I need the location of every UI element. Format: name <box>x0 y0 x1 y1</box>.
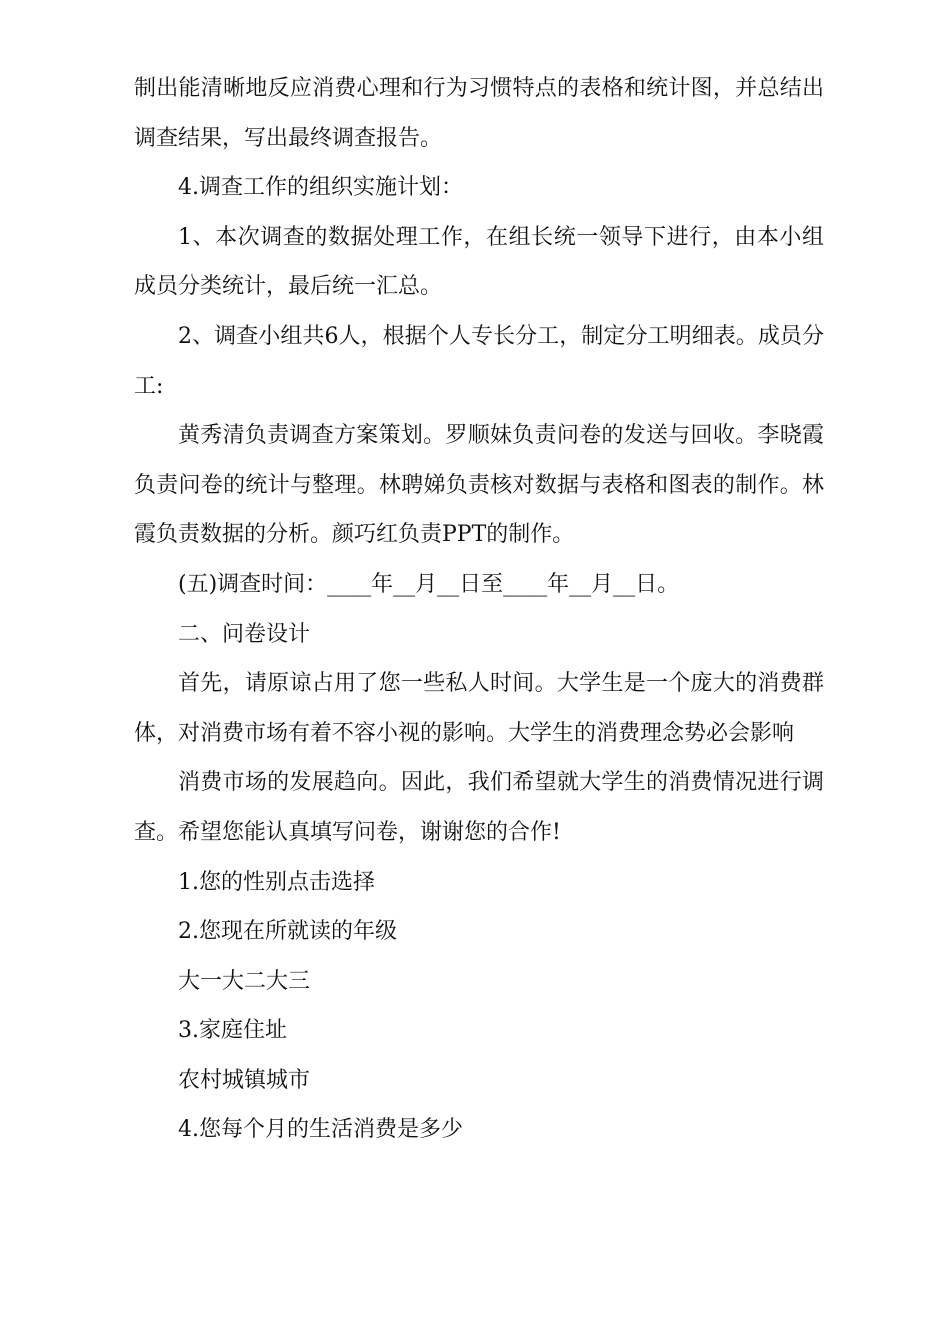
paragraph-member-division: 黄秀清负责调查方案策划。罗顺妹负责问卷的发送与回收。李晓霞负责问卷的统计与整理。林聘娣负责核对数据与表格和图表的制作。林霞负责数据的分析。颜巧红负责PPT的制作。 <box>134 423 824 548</box>
question-4: 4.您每个月的生活消费是多少 <box>178 1117 463 1143</box>
section-heading-questionnaire: 二、问卷设计 <box>178 621 311 647</box>
paragraph-survey-time: (五)调查时间：____年__月__日至____年__月__日。 <box>178 571 680 597</box>
paragraph-intro-continued: 消费市场的发展趋向。因此，我们希望就大学生的消费情况进行调查。希望您能认真填写问卷，谢谢您的合作! <box>134 770 824 845</box>
question-2-options: 大一大二大三 <box>178 968 311 994</box>
paragraph-plan-item-2: 2、调查小组共6人，根据个人专长分工，制定分工明细表。成员分工: <box>134 323 824 399</box>
question-2: 2.您现在所就读的年级 <box>178 919 397 945</box>
question-3-options: 农村城镇城市 <box>178 1067 311 1093</box>
paragraph-plan-heading: 4.调查工作的组织实施计划： <box>178 175 463 201</box>
question-1: 1.您的性别点击选择 <box>178 869 375 895</box>
paragraph-plan-item-1: 1、本次调查的数据处理工作，在组长统一领导下进行，由本小组成员分类统计，最后统一汇总。 <box>134 224 824 300</box>
document-body <box>134 64 824 1155</box>
question-3: 3.家庭住址 <box>178 1018 287 1044</box>
paragraph-report-method: 制出能清晰地反应消费心理和行为习惯特点的表格和统计图，并总结出调查结果，写出最终调查报告。 <box>134 76 824 151</box>
paragraph-intro: 首先，请原谅占用了您一些私人时间。大学生是一个庞大的消费群体，对消费市场有着不容小视的影响。大学生的消费理念势必会影响 <box>134 671 824 746</box>
